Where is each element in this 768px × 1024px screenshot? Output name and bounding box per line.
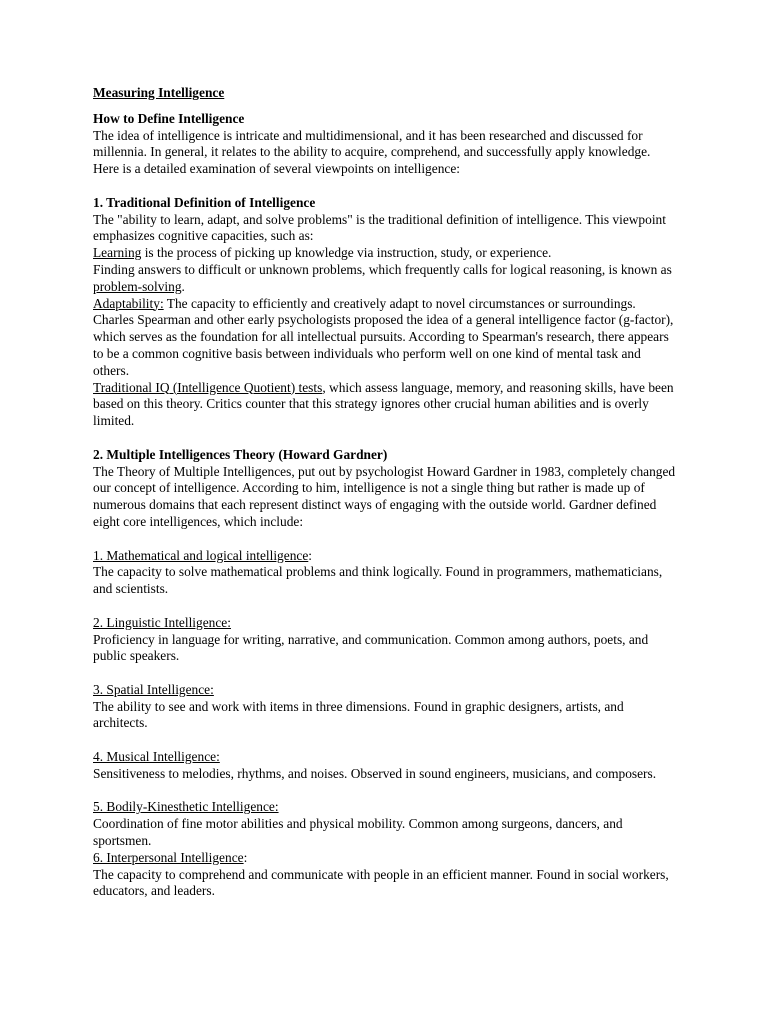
intelligence-item [93, 749, 678, 783]
intelligence-item [93, 850, 678, 900]
intelligence-item [93, 682, 678, 732]
adaptability-term: Adaptability: [93, 295, 164, 311]
item-title: 3. Spatial Intelligence: [93, 681, 214, 697]
item-text: Coordination of fine motor abilities and physical mobility. Common among surgeons, dancers, and sportsmen. [93, 816, 623, 849]
item-title-line [93, 615, 678, 632]
traditional-paragraph: The "ability to learn, adapt, and solve problems" is the traditional definition of intelligence. This viewpoint emphasizes cognitive capacities, such as: [93, 211, 666, 244]
document-title: Measuring Intelligence [93, 85, 225, 100]
item-text: The capacity to comprehend and communicate with people in an efficient manner. Found in social workers, educators, and leaders. [93, 866, 669, 899]
problem-text: Finding answers to difficult or unknown problems, which frequently calls for logical reasoning, is known as [93, 261, 672, 277]
multiple-paragraph: The Theory of Multiple Intelligences, put out by psychologist Howard Gardner in 1983, completely changed our concept of intelligence. According to him, intelligence is not a single thing but rather is made up of numerous domains that each represent distinct ways of engaging with the outside world. Gardner defined eight core intelligences, which include: [93, 463, 676, 529]
item-title: 2. Linguistic Intelligence: [93, 614, 231, 630]
iq-term: Traditional IQ (Intelligence Quotient) tests [93, 379, 323, 395]
item-title-suffix: : [243, 849, 248, 865]
spearman-paragraph: Charles Spearman and other early psychologists proposed the idea of a general intelligence factor (g-factor), which serves as the foundation for all intellectual pursuits. According to Spearman's research, there appears to be a common cognitive basis between individuals who perform well on one kind of mental task and others. [93, 312, 674, 378]
learning-line [93, 245, 678, 262]
multiple-heading: 2. Multiple Intelligences Theory (Howard Gardner) [93, 446, 388, 462]
item-title-suffix: : [308, 547, 313, 563]
item-title-line [93, 548, 678, 565]
item-title-line [93, 850, 678, 867]
iq-text: , which assess language, memory, and reasoning skills, have been based on this theory. Critics counter that this strategy ignores other crucial human abilities and is overly limited. [93, 379, 674, 429]
problem-term: problem-solving [93, 278, 182, 294]
learning-term: Learning [93, 245, 142, 261]
item-title: 4. Musical Intelligence: [93, 749, 220, 765]
intelligence-item [93, 615, 678, 665]
iq-paragraph [93, 380, 678, 430]
item-title: 5. Bodily-Kinesthetic Intelligence: [93, 799, 279, 815]
document-body [93, 85, 678, 900]
intelligence-item [93, 799, 678, 849]
problem-solving-line [93, 262, 678, 296]
problem-end: . [181, 278, 185, 294]
item-text: Proficiency in language for writing, narrative, and communication. Common among authors, poets, and public speakers. [93, 631, 649, 664]
adaptability-line [93, 296, 678, 313]
traditional-heading: 1. Traditional Definition of Intelligence [93, 194, 316, 210]
item-text: Sensitiveness to melodies, rhythms, and noises. Observed in sound engineers, musicians, and composers. [93, 765, 657, 781]
item-text: The ability to see and work with items in three dimensions. Found in graphic designers, artists, and architects. [93, 698, 624, 731]
item-title: 6. Interpersonal Intelligence [93, 849, 244, 865]
learning-text: is the process of picking up knowledge via instruction, study, or experience. [141, 245, 552, 261]
item-title-line [93, 799, 678, 816]
item-title-line [93, 749, 678, 766]
item-text: The capacity to solve mathematical problems and think logically. Found in programmers, mathematicians, and scientists. [93, 564, 663, 597]
intelligence-item [93, 548, 678, 598]
intro-paragraph: The idea of intelligence is intricate and multidimensional, and it has been researched and discussed for millennia. In general, it relates to the ability to acquire, comprehend, and successfully apply knowledge. Here is a detailed examination of several viewpoints on intelligence: [93, 127, 651, 177]
item-title: 1. Mathematical and logical intelligence [93, 547, 309, 563]
adaptability-text: The capacity to efficiently and creatively adapt to novel circumstances or surroundings. [163, 295, 636, 311]
item-title-line [93, 682, 678, 699]
section-heading: How to Define Intelligence [93, 110, 245, 126]
